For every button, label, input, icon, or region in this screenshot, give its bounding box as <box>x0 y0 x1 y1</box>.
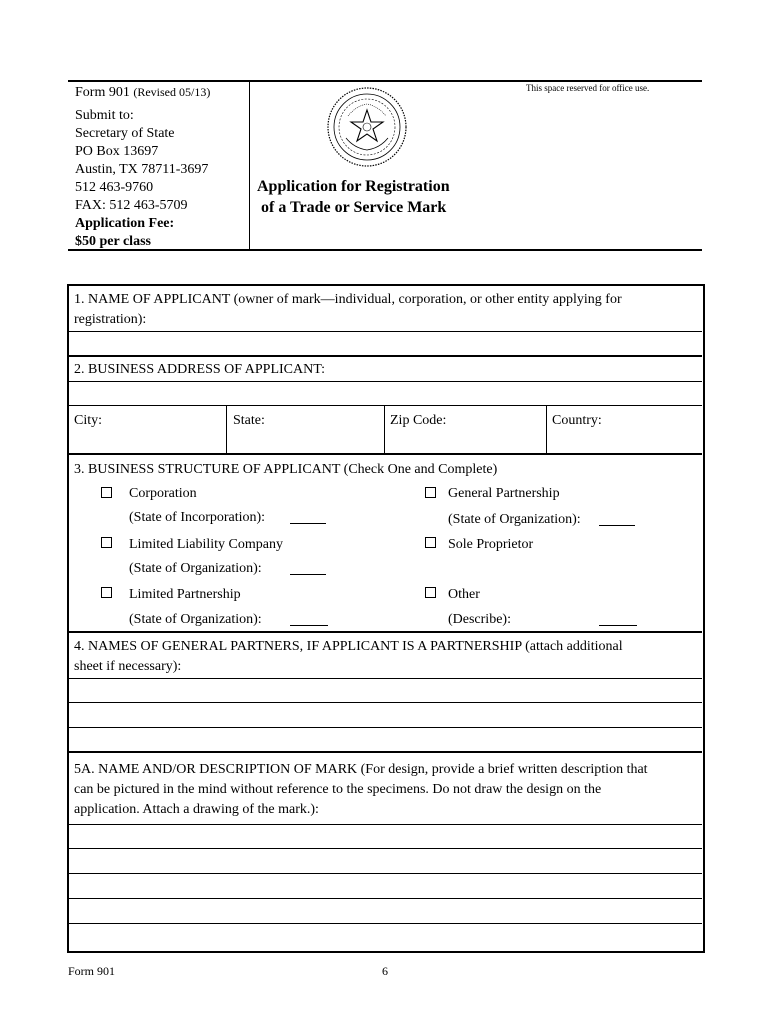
limited-partnership-label: Limited Partnership <box>129 587 241 602</box>
zip-label: Zip Code: <box>390 413 447 428</box>
llc-state-of-organization-blank[interactable] <box>290 574 326 575</box>
sole-proprietor-checkbox[interactable] <box>425 537 436 548</box>
section5a-rule-3 <box>68 873 702 874</box>
section1-label-line1: 1. NAME OF APPLICANT (owner of mark—individual, corporation, or other entity applying for <box>74 292 622 307</box>
section1-label-line2: registration): <box>74 312 147 327</box>
form-title-line1: Application for Registration <box>257 178 450 195</box>
section5a-rule-2 <box>68 848 702 849</box>
submit-line: PO Box 13697 <box>75 144 159 159</box>
corporation-label: Corporation <box>129 486 197 501</box>
fee-label: Application Fee: <box>75 216 175 231</box>
section5a-rule-4 <box>68 898 702 899</box>
office-use-note: This space reserved for office use. <box>526 83 650 93</box>
applicant-name-field[interactable] <box>69 332 701 355</box>
section5a-label-line1: 5A. NAME AND/OR DESCRIPTION OF MARK (For design, provide a brief written description that <box>74 762 648 777</box>
corporation-sub-label: (State of Incorporation): <box>129 510 266 525</box>
form-title-line2: of a Trade or Service Mark <box>261 199 447 216</box>
other-sub-label: (Describe): <box>448 612 511 627</box>
general-partnership-sub-label: (State of Organization): <box>448 512 581 527</box>
other-checkbox[interactable] <box>425 587 436 598</box>
submit-line: Secretary of State <box>75 126 175 141</box>
section4-rule-3 <box>68 727 702 728</box>
section5a-label-line3: application. Attach a drawing of the mark.): <box>74 802 319 817</box>
llc-sub-label: (State of Organization): <box>129 561 262 576</box>
form-label: Form 901 (Revised 05/13) <box>75 85 211 100</box>
submit-to-block <box>75 107 208 251</box>
header-top-rule <box>68 80 702 82</box>
other-label: Other <box>448 587 480 602</box>
limited-partnership-checkbox[interactable] <box>101 587 112 598</box>
state-zip-divider <box>384 405 385 453</box>
submit-line: Austin, TX 78711-3697 <box>75 162 209 177</box>
header-divider <box>249 81 250 250</box>
limited-partnership-sub-label: (State of Organization): <box>129 612 262 627</box>
footer-form-label: Form 901 <box>68 964 116 978</box>
section5a-rule-5 <box>68 923 702 924</box>
page-number: 6 <box>382 964 388 978</box>
section1-bottom-rule <box>68 355 702 357</box>
section4-label-line1: 4. NAMES OF GENERAL PARTNERS, IF APPLICANT IS A PARTNERSHIP (attach additional <box>74 639 623 654</box>
llc-checkbox[interactable] <box>101 537 112 548</box>
state-label: State: <box>233 413 265 428</box>
city-state-divider <box>226 405 227 453</box>
other-describe-blank[interactable] <box>599 625 637 626</box>
section4-label-line2: sheet if necessary): <box>74 659 182 674</box>
revised-date: (Revised 05/13) <box>133 85 211 99</box>
country-label: Country: <box>552 413 602 428</box>
lp-state-of-organization-blank[interactable] <box>290 625 328 626</box>
state-of-incorporation-blank[interactable] <box>290 523 326 524</box>
general-partners-field[interactable] <box>69 679 701 751</box>
city-label: City: <box>74 413 103 428</box>
section3-bottom-rule <box>68 631 702 633</box>
sole-proprietor-label: Sole Proprietor <box>448 537 534 552</box>
submit-line: 512 463-9760 <box>75 180 154 195</box>
submit-line: Submit to: <box>75 108 134 123</box>
section2-bottom-rule <box>68 453 702 455</box>
texas-state-seal-icon <box>326 86 408 168</box>
zip-country-divider <box>546 405 547 453</box>
section4-bottom-rule <box>68 751 702 753</box>
section5a-label-line2: can be pictured in the mind without reference to the specimens. Do not draw the design on the <box>74 782 602 797</box>
fee-value: $50 per class <box>75 234 151 249</box>
section2-label: 2. BUSINESS ADDRESS OF APPLICANT: <box>74 362 325 377</box>
section4-rule-2 <box>68 702 702 703</box>
section3-label: 3. BUSINESS STRUCTURE OF APPLICANT (Check One and Complete) <box>74 462 498 477</box>
business-address-field[interactable] <box>69 382 701 405</box>
submit-line: FAX: 512 463-5709 <box>75 198 188 213</box>
general-partnership-checkbox[interactable] <box>425 487 436 498</box>
general-partnership-label: General Partnership <box>448 486 560 501</box>
corporation-checkbox[interactable] <box>101 487 112 498</box>
gp-state-of-organization-blank[interactable] <box>599 525 635 526</box>
mark-description-field[interactable] <box>69 825 701 948</box>
llc-label: Limited Liability Company <box>129 537 283 552</box>
